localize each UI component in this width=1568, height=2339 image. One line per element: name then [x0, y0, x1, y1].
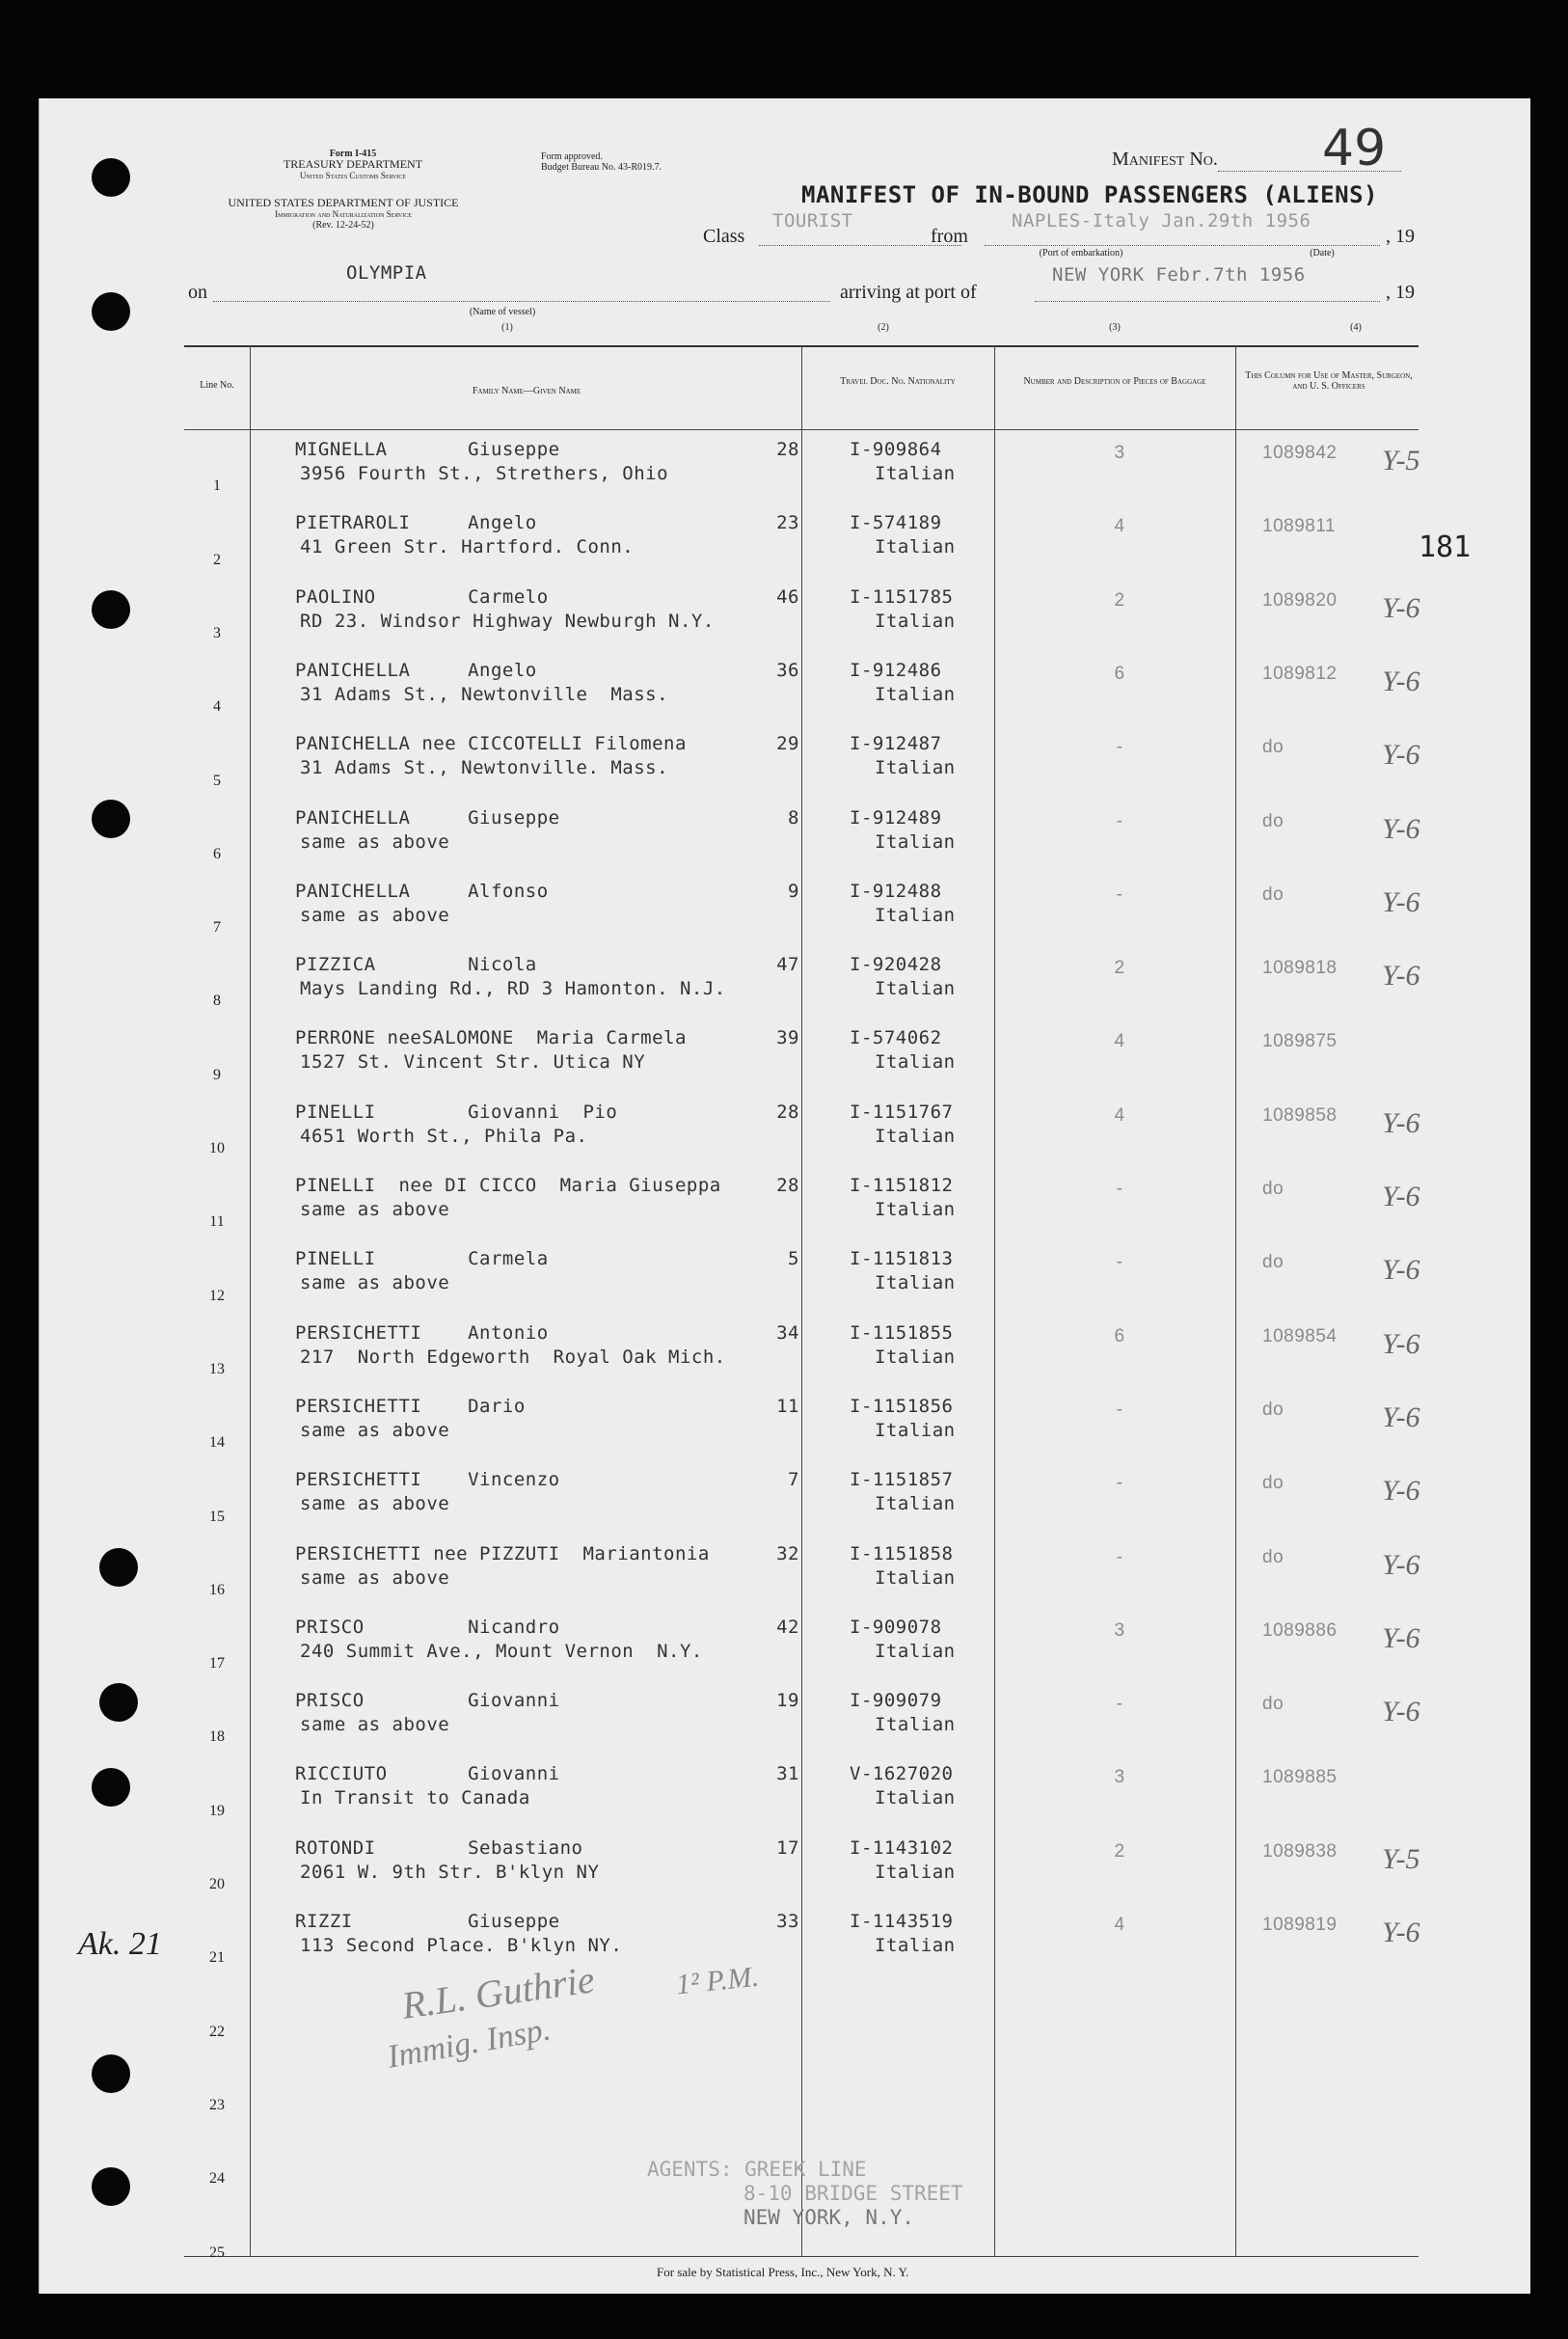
passenger-name: PANICHELLA Alfonso — [295, 880, 549, 902]
date-caption: (Date) — [1310, 248, 1335, 258]
nationality: Italian — [875, 610, 956, 632]
baggage-count: 6 — [1114, 1325, 1125, 1346]
passenger-age: 31 — [776, 1763, 799, 1785]
baggage-count: - — [1116, 1252, 1123, 1273]
passenger-age: 39 — [776, 1027, 799, 1049]
sheet-number: 181 — [1419, 530, 1472, 564]
passenger-address: 31 Adams St., Newtonville Mass. — [300, 683, 669, 705]
binder-hole — [92, 292, 130, 331]
nationality: Italian — [875, 904, 956, 926]
passenger-address: same as above — [300, 1199, 450, 1220]
table-row — [40, 1617, 1486, 1690]
inspection-mark: Y-6 — [1382, 1621, 1420, 1654]
manifest-label: Manifest No. — [1112, 149, 1218, 170]
passenger-name: PAOLINO Carmelo — [295, 585, 549, 608]
baggage-count: 3 — [1114, 1767, 1125, 1788]
agency-customs: United States Customs Service — [299, 171, 407, 180]
nationality: Italian — [875, 1566, 956, 1589]
binder-hole — [92, 2167, 130, 2206]
officer-code: 1089854 — [1262, 1325, 1338, 1346]
table-row — [40, 1102, 1486, 1175]
inspection-mark: Y-6 — [1382, 1696, 1420, 1728]
passenger-name: PINELLI Carmela — [295, 1248, 549, 1270]
vessel-line — [213, 301, 830, 302]
line-number: 18 — [209, 1728, 225, 1746]
passenger-age: 46 — [776, 585, 799, 608]
line-number: 25 — [209, 2244, 225, 2261]
col-header-doc: Travel Doc. No. Nationality — [840, 376, 956, 387]
table-row — [40, 1837, 1486, 1911]
inspection-mark: Y-6 — [1382, 665, 1420, 697]
line-number: 9 — [213, 1066, 221, 1083]
passenger-address: 31 Adams St., Newtonville. Mass. — [300, 757, 669, 779]
nationality: Italian — [875, 1272, 956, 1294]
travel-doc-number: I-912486 — [850, 659, 942, 681]
officer-code: do — [1262, 737, 1284, 758]
officer-code: do — [1262, 1694, 1284, 1715]
col-header-baggage: Number and Description of Pieces of Baggage — [1023, 376, 1206, 387]
officer-code: 1089875 — [1262, 1031, 1338, 1052]
passenger-address: same as above — [300, 1272, 450, 1294]
passenger-address: same as above — [300, 1714, 450, 1736]
baggage-count: 2 — [1114, 589, 1125, 611]
nationality: Italian — [875, 1493, 956, 1515]
passenger-name: ROTONDI Sebastiano — [295, 1836, 583, 1859]
table-row — [40, 1911, 1486, 1984]
officer-code: do — [1262, 1252, 1284, 1273]
nationality: Italian — [875, 1714, 956, 1736]
passenger-name: PERSICHETTI nee PIZZUTI Mariantonia — [295, 1542, 710, 1564]
passenger-age: 19 — [776, 1690, 799, 1712]
binder-hole — [92, 158, 130, 197]
line-number: 23 — [209, 2096, 225, 2113]
officer-code: 1089820 — [1262, 589, 1338, 611]
table-row — [40, 586, 1486, 660]
binder-hole — [99, 1683, 138, 1722]
agency-ins: Immigration and Naturalization Service — [275, 209, 412, 219]
inspection-mark: Y-6 — [1382, 1254, 1420, 1287]
col-num-4: (4) — [1350, 322, 1362, 333]
line-number: 15 — [209, 1508, 225, 1525]
binder-hole — [99, 1548, 138, 1587]
col-num-2: (2) — [878, 322, 889, 333]
passenger-name: RICCIUTO Giovanni — [295, 1763, 560, 1785]
inspection-mark: Y-6 — [1382, 1475, 1420, 1508]
baggage-count: 2 — [1114, 958, 1125, 979]
line-number: 4 — [213, 698, 221, 716]
travel-doc-number: I-1151785 — [850, 585, 954, 608]
inspection-mark: Y-6 — [1382, 812, 1420, 845]
baggage-count: - — [1116, 1546, 1123, 1567]
passenger-address: Mays Landing Rd., RD 3 Hamonton. N.J. — [300, 978, 726, 1000]
travel-doc-number: I-574062 — [850, 1027, 942, 1049]
passenger-name: PERSICHETTI Vincenzo — [295, 1469, 560, 1491]
travel-doc-number: I-574189 — [850, 512, 942, 534]
manifest-number: 49 — [1322, 120, 1387, 177]
form-revision: (Rev. 12-24-52) — [312, 220, 374, 231]
officer-code: do — [1262, 884, 1284, 905]
passenger-address: same as above — [300, 1566, 450, 1589]
nationality: Italian — [875, 1787, 956, 1809]
line-number: 14 — [209, 1434, 225, 1452]
binder-hole — [92, 800, 130, 838]
passenger-name: PERRONE neeSALOMONE Maria Carmela — [295, 1027, 687, 1049]
year-suffix-2: , 19 — [1386, 282, 1415, 303]
table-row — [40, 881, 1486, 954]
nationality: Italian — [875, 1419, 956, 1441]
col-header-line: Line No. — [200, 380, 234, 391]
nationality: Italian — [875, 536, 956, 558]
agency-justice: UNITED STATES DEPARTMENT OF JUSTICE — [228, 196, 459, 209]
travel-doc-number: I-909078 — [850, 1616, 942, 1638]
arriving-label: arriving at port of — [840, 282, 977, 303]
inspection-mark: Y-6 — [1382, 1106, 1420, 1139]
arrival-value: NEW YORK Febr.7th 1956 — [1052, 264, 1306, 286]
col-header-name: Family Name—Given Name — [472, 386, 581, 396]
passenger-name: PRISCO Nicandro — [295, 1616, 560, 1638]
passenger-address: 3956 Fourth St., Strethers, Ohio — [300, 463, 669, 484]
officer-code: do — [1262, 1473, 1284, 1494]
officer-code: 1089838 — [1262, 1840, 1338, 1862]
line-number: 13 — [209, 1360, 225, 1377]
passenger-address: 4651 Worth St., Phila Pa. — [300, 1125, 588, 1147]
passenger-age: 33 — [776, 1911, 799, 1932]
passenger-address: same as above — [300, 904, 450, 926]
passenger-name: PINELLI Giovanni Pio — [295, 1101, 618, 1123]
vessel-value: OLYMPIA — [346, 262, 427, 284]
passenger-address: same as above — [300, 1419, 450, 1441]
stamp-line-1: AGENTS: GREEK LINE — [647, 2158, 867, 2181]
nationality: Italian — [875, 1640, 956, 1662]
passenger-name: PANICHELLA Angelo — [295, 659, 537, 681]
travel-doc-number: I-1143519 — [850, 1911, 954, 1932]
baggage-count: - — [1116, 737, 1123, 758]
nationality: Italian — [875, 757, 956, 779]
baggage-count: 2 — [1114, 1840, 1125, 1862]
passenger-age: 11 — [776, 1395, 799, 1417]
table-row — [40, 733, 1486, 806]
line-number: 1 — [213, 477, 221, 495]
table-bottom-rule — [184, 2256, 1419, 2257]
nationality: Italian — [875, 978, 956, 1000]
officer-code: 1089818 — [1262, 958, 1338, 979]
nationality: Italian — [875, 1125, 956, 1147]
manifest-title: MANIFEST OF IN-BOUND PASSENGERS (ALIENS) — [801, 181, 1378, 208]
travel-doc-number: I-1151813 — [850, 1248, 954, 1270]
line-number: 7 — [213, 919, 221, 937]
passenger-age: 42 — [776, 1616, 799, 1638]
inspector-signature: R.L. Guthrie — [398, 1957, 598, 2027]
passenger-name: PANICHELLA Giuseppe — [295, 806, 560, 829]
passenger-name: RIZZI Giuseppe — [295, 1911, 560, 1932]
passenger-address: 2061 W. 9th Str. B'klyn NY — [300, 1861, 600, 1883]
line-number: 2 — [213, 551, 221, 568]
from-label: from — [931, 226, 968, 247]
col-num-3: (3) — [1109, 322, 1121, 333]
table-row — [40, 1763, 1486, 1836]
officer-code: do — [1262, 1179, 1284, 1199]
nationality: Italian — [875, 463, 956, 484]
table-row — [40, 512, 1486, 585]
passenger-age: 29 — [776, 733, 799, 755]
line-number: 17 — [209, 1655, 225, 1673]
signature-note: 1² P.M. — [674, 1960, 761, 2001]
passenger-age: 28 — [776, 1101, 799, 1123]
officer-code: do — [1262, 1399, 1284, 1420]
approval-note — [541, 151, 662, 173]
passenger-address: 1527 St. Vincent Str. Utica NY — [300, 1051, 646, 1074]
travel-doc-number: V-1627020 — [850, 1763, 954, 1785]
nationality: Italian — [875, 1935, 956, 1956]
line-number: 21 — [209, 1949, 225, 1967]
baggage-count: - — [1116, 810, 1123, 831]
passenger-age: 17 — [776, 1836, 799, 1859]
baggage-count: 4 — [1114, 1031, 1125, 1052]
passenger-age: 5 — [788, 1248, 799, 1270]
from-line — [985, 245, 1380, 246]
nationality: Italian — [875, 1861, 956, 1883]
passenger-age: 36 — [776, 659, 799, 681]
passenger-address: RD 23. Windsor Highway Newburgh N.Y. — [300, 610, 715, 632]
table-row — [40, 1543, 1486, 1617]
travel-doc-number: I-1151858 — [850, 1542, 954, 1564]
passenger-name: PIETRAROLI Angelo — [295, 512, 537, 534]
inspection-mark: Y-6 — [1382, 1548, 1420, 1581]
printer-footer: For sale by Statistical Press, Inc., New York, N. Y. — [657, 2265, 909, 2279]
passenger-address: same as above — [300, 830, 450, 853]
vessel-caption: (Name of vessel) — [469, 307, 536, 317]
passenger-age: 34 — [776, 1321, 799, 1344]
travel-doc-number: I-909079 — [850, 1690, 942, 1712]
travel-doc-number: I-1151855 — [850, 1321, 954, 1344]
passenger-age: 32 — [776, 1542, 799, 1564]
inspection-mark: Y-6 — [1382, 739, 1420, 772]
table-row — [40, 1396, 1486, 1469]
baggage-count: 4 — [1114, 516, 1125, 537]
table-row — [40, 954, 1486, 1027]
agent-stamp — [647, 2158, 963, 2230]
class-label: Class — [703, 226, 745, 247]
travel-doc-number: I-1151857 — [850, 1469, 954, 1491]
travel-doc-number: I-1151856 — [850, 1395, 954, 1417]
passenger-name: PIZZICA Nicola — [295, 954, 537, 976]
passenger-age: 9 — [788, 880, 799, 902]
approval-line-1: Form approved. — [541, 151, 603, 162]
inspection-mark: Y-6 — [1382, 1181, 1420, 1212]
officer-code: 1089886 — [1262, 1619, 1338, 1641]
stamp-line-2: 8-10 BRIDGE STREET — [743, 2182, 963, 2205]
passenger-name: PERSICHETTI Dario — [295, 1395, 526, 1417]
passenger-name: PERSICHETTI Antonio — [295, 1321, 549, 1344]
arrival-line — [1035, 301, 1380, 302]
travel-doc-number: I-1143102 — [850, 1836, 954, 1859]
passenger-address: 217 North Edgeworth Royal Oak Mich. — [300, 1346, 726, 1368]
officer-code: do — [1262, 1546, 1284, 1567]
inspection-mark: Y-5 — [1382, 1842, 1420, 1875]
passenger-name: MIGNELLA Giuseppe — [295, 439, 560, 460]
table-row — [40, 1690, 1486, 1763]
passenger-address: same as above — [300, 1493, 450, 1515]
travel-doc-number: I-912487 — [850, 733, 942, 755]
travel-doc-number: I-920428 — [850, 954, 942, 976]
passenger-age: 8 — [788, 806, 799, 829]
baggage-count: 4 — [1114, 1915, 1125, 1935]
table-row — [40, 660, 1486, 733]
binder-hole — [92, 1768, 130, 1807]
line-number: 5 — [213, 772, 221, 789]
line-number: 22 — [209, 2023, 225, 2040]
port-caption: (Port of embarkation) — [1039, 248, 1123, 258]
margin-note: Ak. 21 — [78, 1926, 162, 1962]
travel-doc-number: I-909864 — [850, 439, 942, 460]
baggage-count: - — [1116, 1399, 1123, 1420]
baggage-count: 6 — [1114, 663, 1125, 684]
line-number: 20 — [209, 1876, 225, 1892]
passenger-age: 28 — [776, 1175, 799, 1196]
line-number: 8 — [213, 993, 221, 1010]
passenger-age: 47 — [776, 954, 799, 976]
officer-code: 1089885 — [1262, 1767, 1338, 1788]
inspection-mark: Y-6 — [1382, 591, 1420, 624]
binder-hole — [92, 2054, 130, 2093]
baggage-count: - — [1116, 1694, 1123, 1715]
nationality: Italian — [875, 830, 956, 853]
inspection-mark: Y-6 — [1382, 960, 1420, 993]
approval-line-2: Budget Bureau No. 43-R019.7. — [541, 162, 662, 173]
officer-code: 1089819 — [1262, 1915, 1338, 1935]
officer-code: 1089842 — [1262, 443, 1338, 463]
baggage-count: 4 — [1114, 1104, 1125, 1126]
passenger-address: In Transit to Canada — [300, 1787, 530, 1809]
form-number: Form I-415 — [329, 149, 377, 159]
line-number: 10 — [209, 1140, 225, 1156]
nationality: Italian — [875, 1199, 956, 1220]
inspection-mark: Y-6 — [1382, 1917, 1420, 1948]
agency-treasury: TREASURY DEPARTMENT — [283, 157, 423, 171]
table-row — [40, 807, 1486, 881]
line-number: 11 — [209, 1213, 225, 1231]
line-number: 12 — [209, 1287, 225, 1304]
travel-doc-number: I-1151767 — [850, 1101, 954, 1123]
inspection-mark: Y-6 — [1382, 885, 1420, 918]
manifest-sheet — [39, 98, 1530, 2294]
nationality: Italian — [875, 1051, 956, 1074]
travel-doc-number: I-1151812 — [850, 1175, 954, 1196]
passenger-address: 113 Second Place. B'klyn NY. — [300, 1935, 623, 1956]
table-row — [40, 1322, 1486, 1396]
binder-hole — [92, 590, 130, 629]
inspection-mark: Y-6 — [1382, 1401, 1420, 1433]
baggage-count: - — [1116, 1179, 1123, 1199]
line-number: 6 — [213, 845, 221, 862]
inspection-mark: Y-6 — [1382, 1327, 1420, 1360]
nationality: Italian — [875, 683, 956, 705]
passenger-name: PANICHELLA nee CICCOTELLI Filomena — [295, 733, 687, 755]
table-row — [40, 439, 1486, 512]
nationality: Italian — [875, 1346, 956, 1368]
officer-code: 1089812 — [1262, 663, 1338, 684]
inspection-mark: Y-5 — [1382, 445, 1420, 476]
officer-code: do — [1262, 810, 1284, 831]
travel-doc-number: I-912488 — [850, 880, 942, 902]
passenger-name: PRISCO Giovanni — [295, 1690, 560, 1712]
travel-doc-number: I-912489 — [850, 806, 942, 829]
passenger-age: 28 — [776, 439, 799, 460]
passenger-address: 240 Summit Ave., Mount Vernon N.Y. — [300, 1640, 703, 1662]
col-header-officer: This Column for Use of Master, Surgeon, and U. S. Officers — [1245, 370, 1413, 392]
baggage-count: 3 — [1114, 1619, 1125, 1641]
on-label: on — [188, 282, 207, 303]
year-suffix-1: , 19 — [1386, 226, 1415, 247]
inspector-title: Immig. Insp. — [384, 2011, 554, 2076]
officer-code: 1089811 — [1262, 516, 1337, 537]
stamp-line-3: NEW YORK, N.Y. — [743, 2206, 915, 2229]
table-row — [40, 1248, 1486, 1321]
table-row — [40, 1027, 1486, 1101]
table-row — [40, 1469, 1486, 1542]
passenger-name: PINELLI nee DI CICCO Maria Giuseppa — [295, 1175, 721, 1196]
baggage-count: - — [1116, 1473, 1123, 1494]
line-number: 3 — [213, 624, 221, 641]
table-row — [40, 1175, 1486, 1248]
from-value: NAPLES-Italy Jan.29th 1956 — [1012, 210, 1311, 231]
line-number: 24 — [209, 2170, 225, 2188]
baggage-count: 3 — [1114, 443, 1125, 463]
col-num-1: (1) — [501, 322, 513, 333]
class-value: TOURIST — [772, 210, 853, 231]
passenger-age: 23 — [776, 512, 799, 534]
officer-code: 1089858 — [1262, 1104, 1338, 1126]
baggage-count: - — [1116, 884, 1123, 905]
passenger-age: 7 — [788, 1469, 799, 1491]
line-number: 19 — [209, 1802, 225, 1819]
line-number: 16 — [209, 1581, 225, 1598]
passenger-address: 41 Green Str. Hartford. Conn. — [300, 536, 635, 558]
